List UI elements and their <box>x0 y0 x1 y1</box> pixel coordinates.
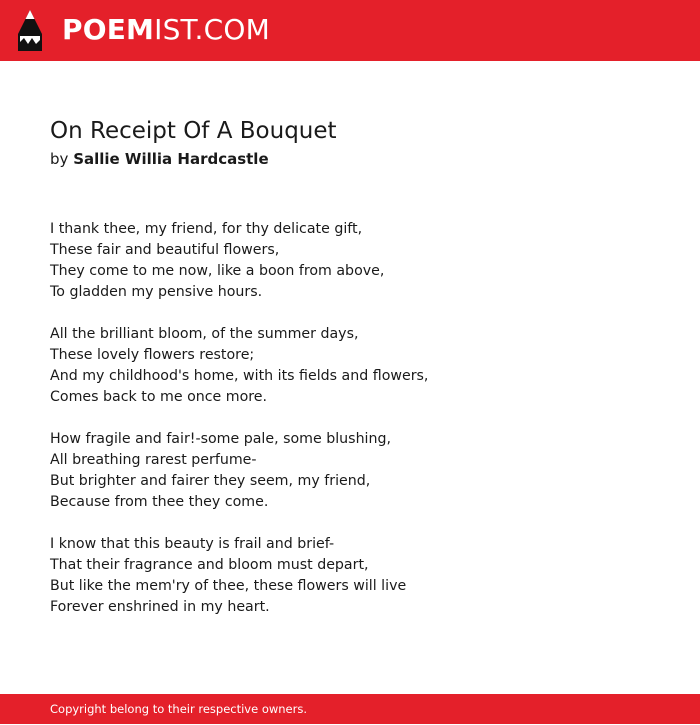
by-label: by <box>50 150 69 168</box>
poem-title: On Receipt Of A Bouquet <box>50 118 337 144</box>
stanza <box>50 219 650 303</box>
site-logo[interactable] <box>62 12 270 48</box>
byline <box>50 148 269 170</box>
poem-line: I thank thee, my friend, for thy delicate gift, <box>50 221 363 237</box>
poem-line: But like the mem'ry of thee, these flowers will live <box>50 578 407 594</box>
poem-line: These fair and beautiful flowers, <box>50 242 280 258</box>
copyright-notice: Copyright belong to their respective owners. <box>50 702 308 716</box>
site-footer <box>0 694 700 724</box>
stanza <box>50 429 650 513</box>
logo-bold-text: POEM <box>62 13 155 46</box>
poem-line: They come to me now, like a boon from above, <box>50 263 385 279</box>
author-name: Sallie Willia Hardcastle <box>73 150 269 168</box>
stanza <box>50 534 650 618</box>
poem-line: That their fragrance and bloom must depart, <box>50 557 369 573</box>
site-header <box>0 0 700 61</box>
stanza <box>50 324 650 408</box>
logo-light-text: IST.COM <box>154 13 270 46</box>
poem-line: To gladden my pensive hours. <box>50 284 263 300</box>
poem-line: These lovely flowers restore; <box>50 347 255 363</box>
poem-line: Comes back to me once more. <box>50 389 268 405</box>
poem-line: Forever enshrined in my heart. <box>50 599 270 615</box>
poem-body <box>50 219 650 639</box>
poem-line: All the brilliant bloom, of the summer days, <box>50 326 359 342</box>
poem-line: Because from thee they come. <box>50 494 269 510</box>
poem-line: And my childhood's home, with its fields and flowers, <box>50 368 429 384</box>
poem-line: All breathing rarest perfume- <box>50 452 257 468</box>
pencil-logo-icon[interactable] <box>18 10 42 51</box>
poem-line: How fragile and fair!-some pale, some blushing, <box>50 431 392 447</box>
poem-line: I know that this beauty is frail and brief- <box>50 536 335 552</box>
poem-line: But brighter and fairer they seem, my friend, <box>50 473 371 489</box>
